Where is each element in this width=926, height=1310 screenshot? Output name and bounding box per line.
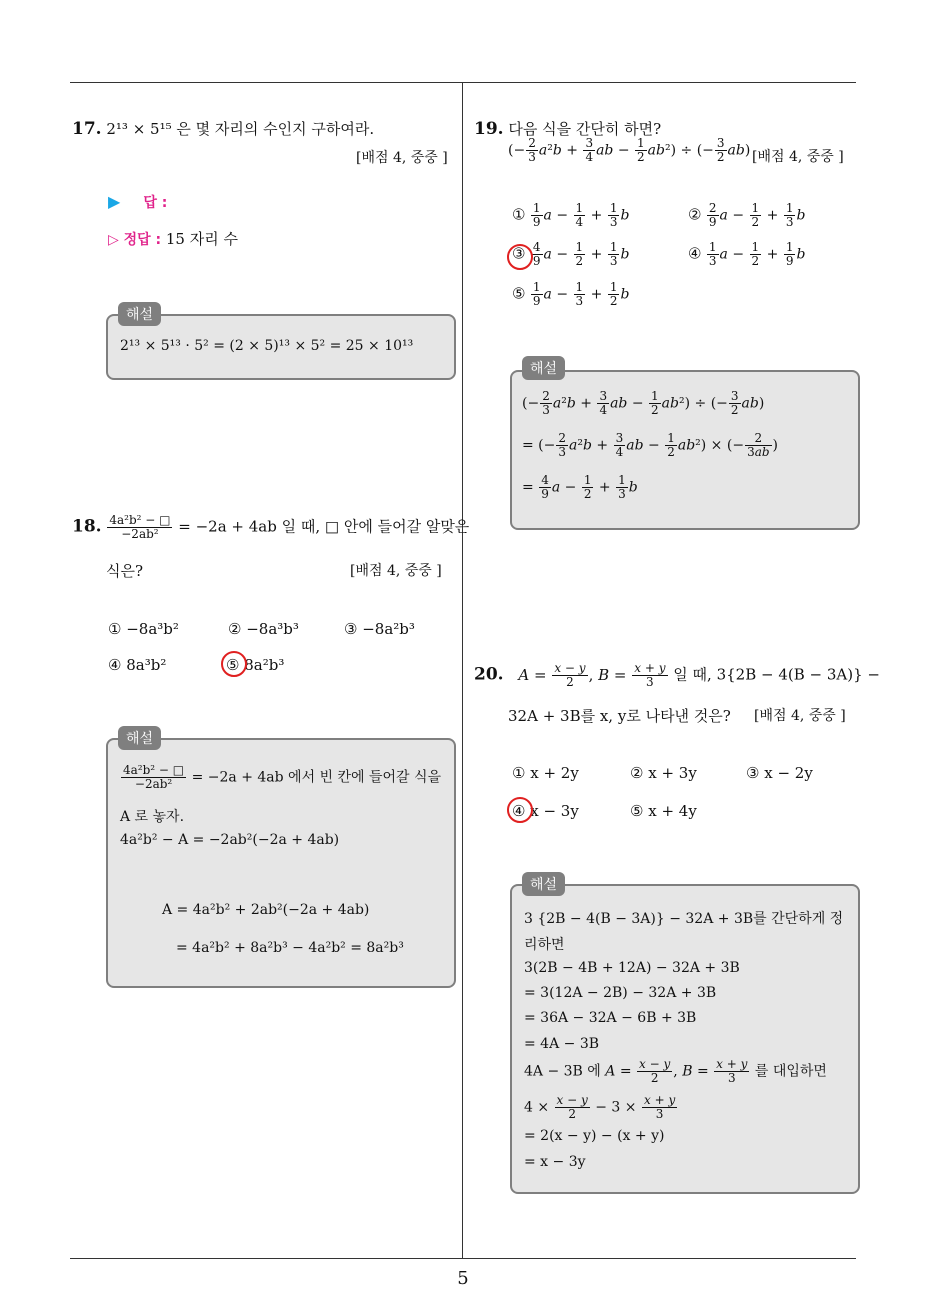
q17-meta: [배점 4, 중중 ]: [356, 150, 448, 166]
answer-label: 답 :: [143, 195, 168, 211]
q20-sol-product: 4 × $\frac{x - y}{2}$ − 3 × $\frac{x + y}{3}$: [524, 1093, 676, 1121]
q20-choice-1[interactable]: ① x + 2y: [512, 764, 579, 782]
q19-solution-box: [510, 370, 860, 530]
q20-sol-line3: 3(2B − 4B + 12A) − 32A + 3B: [524, 960, 740, 976]
q18-choice-4[interactable]: ④ 8a³b²: [108, 656, 167, 674]
q18-sol-line3: 4a²b² − A = −2ab²(−2a + 4ab): [120, 832, 340, 848]
q18-sol-line1-text: = −2a + 4ab 에서 빈 칸에 들어갈 식을: [191, 769, 442, 786]
q18-meta: [배점 4, 중중 ]: [350, 563, 442, 579]
q20-solution-tag: 해설: [522, 872, 565, 896]
q19-choice-2-mark: ②: [688, 205, 702, 224]
q17-text: 2¹³ × 5¹⁵ 은 몇 자리의 수인지 구하여라.: [106, 120, 375, 138]
q18-choice-5[interactable]: ⑤ 8a²b³: [226, 656, 285, 674]
page-number: 5: [457, 1268, 469, 1289]
top-rule: [70, 82, 856, 83]
q17-number: 17.: [72, 119, 102, 139]
q19-sol-line3: = $\frac{4}{9}$ a − $\frac{1}{2}$ + $\frac{1}{3}$ b: [522, 473, 638, 501]
q20-choice-4[interactable]: ④ x − 3y: [512, 802, 579, 820]
q19-choice-3-mark: ③: [512, 244, 526, 263]
q20-sol-line2: 리하면: [524, 937, 565, 953]
q17-solution-tag: 해설: [118, 302, 161, 326]
correct-value: 15 자리 수: [165, 230, 238, 248]
q18-solution-tag: 해설: [118, 726, 161, 750]
q20-meta: [배점 4, 중중 ]: [754, 708, 846, 724]
q19-choice-5[interactable]: ⑤ $\frac{1}{9}$ a − $\frac{1}{3}$ + $\frac{1}{2}$ b: [512, 280, 630, 308]
q20-sol-line5: = 36A − 32A − 6B + 3B: [524, 1010, 697, 1026]
q19-expression: (− $\frac{2}{3}$ a²b + $\frac{3}{4}$ ab − $\frac{1}{2}$ ab²) ÷ (− $\frac{3}{2}$ ab): [508, 136, 751, 164]
q18-text-line2: 식은?: [106, 562, 144, 580]
q20-text-line2: 32A + 3B를 x, y로 나타낸 것은?: [508, 707, 731, 725]
q18-frac-den: −2ab²: [121, 527, 159, 541]
q18-sol-line2: A 로 놓자.: [120, 809, 185, 825]
q17-correct-row: [108, 228, 238, 249]
q20-sol-line1: 3 {2B − 4(B − 3A)} − 32A + 3B를 간단하게 정: [524, 911, 844, 927]
q20-choice-2[interactable]: ② x + 3y: [630, 764, 697, 782]
q20-answer-mark: [507, 797, 533, 823]
q17-solution-line: 2¹³ × 5¹³ · 5² = (2 × 5)¹³ × 5² = 25 × 10¹³: [120, 338, 414, 354]
q19-choice-5-mark: ⑤: [512, 284, 526, 303]
q17-prompt: [72, 118, 374, 139]
q20-choice-5[interactable]: ⑤ x + 4y: [630, 802, 697, 820]
q19-sol-line2: = (− $\frac{2}{3}$ a²b + $\frac{3}{4}$ ab − $\frac{1}{2}$ ab²) × (− $\frac{2}{3ab}$ ): [522, 431, 779, 459]
play-arrow-icon: ▶: [108, 192, 121, 211]
q20-sol-final1: = 2(x − y) − (x + y): [524, 1128, 665, 1144]
q19-answer-mark: [507, 244, 533, 270]
q18-sol-line1: [120, 764, 441, 791]
q20-sol-substitute: 4A − 3B 에 A = $\frac{x - y}{2}$ , B = $\frac{x + y}{3}$ 를 대입하면: [524, 1057, 827, 1085]
q18-prompt: [72, 514, 469, 541]
q19-choice-1-mark: ①: [512, 205, 526, 224]
q20-sol-sub-pre: 4A − 3B 에: [524, 1063, 601, 1080]
q19-choice-4[interactable]: ④ $\frac{1}{3}$ a − $\frac{1}{2}$ + $\frac{1}{9}$ b: [688, 240, 806, 268]
q19-text: 다음 식을 간단히 하면?: [508, 120, 662, 138]
q19-choice-3[interactable]: ③ $\frac{4}{9}$ a − $\frac{1}{2}$ + $\frac{1}{3}$ b: [512, 240, 630, 268]
q18-choice-3[interactable]: ③ −8a²b³: [344, 620, 415, 638]
q18-answer-mark: [221, 651, 247, 677]
q19-prompt: [474, 118, 661, 139]
q18-number: 18.: [72, 516, 102, 537]
outline-arrow-icon: ▷: [108, 232, 119, 248]
q18-sol-frac-num: 4a²b² − □: [123, 763, 185, 777]
correct-label: 정답 :: [123, 232, 162, 248]
q18-solution-box: [106, 738, 456, 988]
q18-fraction: [107, 514, 172, 541]
q18-sol-line5: = 4a²b² + 8a²b³ − 4a²b² = 8a²b³: [176, 940, 404, 956]
q20-choice-3[interactable]: ③ x − 2y: [746, 764, 813, 782]
q19-choice-2[interactable]: ② $\frac{2}{9}$ a − $\frac{1}{2}$ + $\frac{1}{3}$ b: [688, 201, 806, 229]
q19-choice-4-mark: ④: [688, 244, 702, 263]
q18-frac-num: 4a²b² − □: [109, 513, 171, 527]
q19-number: 19.: [474, 119, 504, 139]
q20-sol-final2: = x − 3y: [524, 1154, 586, 1170]
q19-meta: [배점 4, 중중 ]: [752, 149, 844, 165]
q20-solution-box: [510, 884, 860, 1194]
q20-sol-line4: = 3(12A − 2B) − 32A + 3B: [524, 985, 717, 1001]
q19-solution-tag: 해설: [522, 356, 565, 380]
q18-sol-frac-den: −2ab²: [134, 777, 173, 791]
q18-text: = −2a + 4ab 일 때, □ 안에 들어갈 알맞은: [178, 517, 470, 536]
q18-choice-1[interactable]: ① −8a³b²: [108, 620, 179, 638]
q19-choice-1[interactable]: ① $\frac{1}{9}$ a − $\frac{1}{4}$ + $\frac{1}{3}$ b: [512, 201, 630, 229]
q20-prompt: 20. A = $\frac{x - y}{2}$ , B = $\frac{x + y}{3}$ 일 때, 3{2B − 4(B − 3A)} −: [474, 661, 880, 689]
q18-choice-2[interactable]: ② −8a³b³: [228, 620, 299, 638]
bottom-rule: [70, 1258, 856, 1259]
q17-answer-row: [108, 192, 167, 212]
q18-sol-line4: A = 4a²b² + 2ab²(−2a + 4ab): [162, 902, 370, 918]
q20-text: 일 때, 3{2B − 4(B − 3A)} −: [673, 665, 880, 684]
q20-sol-line6: = 4A − 3B: [524, 1036, 600, 1052]
q20-sol-sub-post: 를 대입하면: [754, 1063, 827, 1080]
q19-sol-line1: (− $\frac{2}{3}$ a²b + $\frac{3}{4}$ ab − $\frac{1}{2}$ ab²) ÷ (− $\frac{3}{2}$ ab): [522, 389, 765, 417]
column-divider: [462, 82, 463, 1259]
q20-number: 20.: [474, 664, 504, 685]
